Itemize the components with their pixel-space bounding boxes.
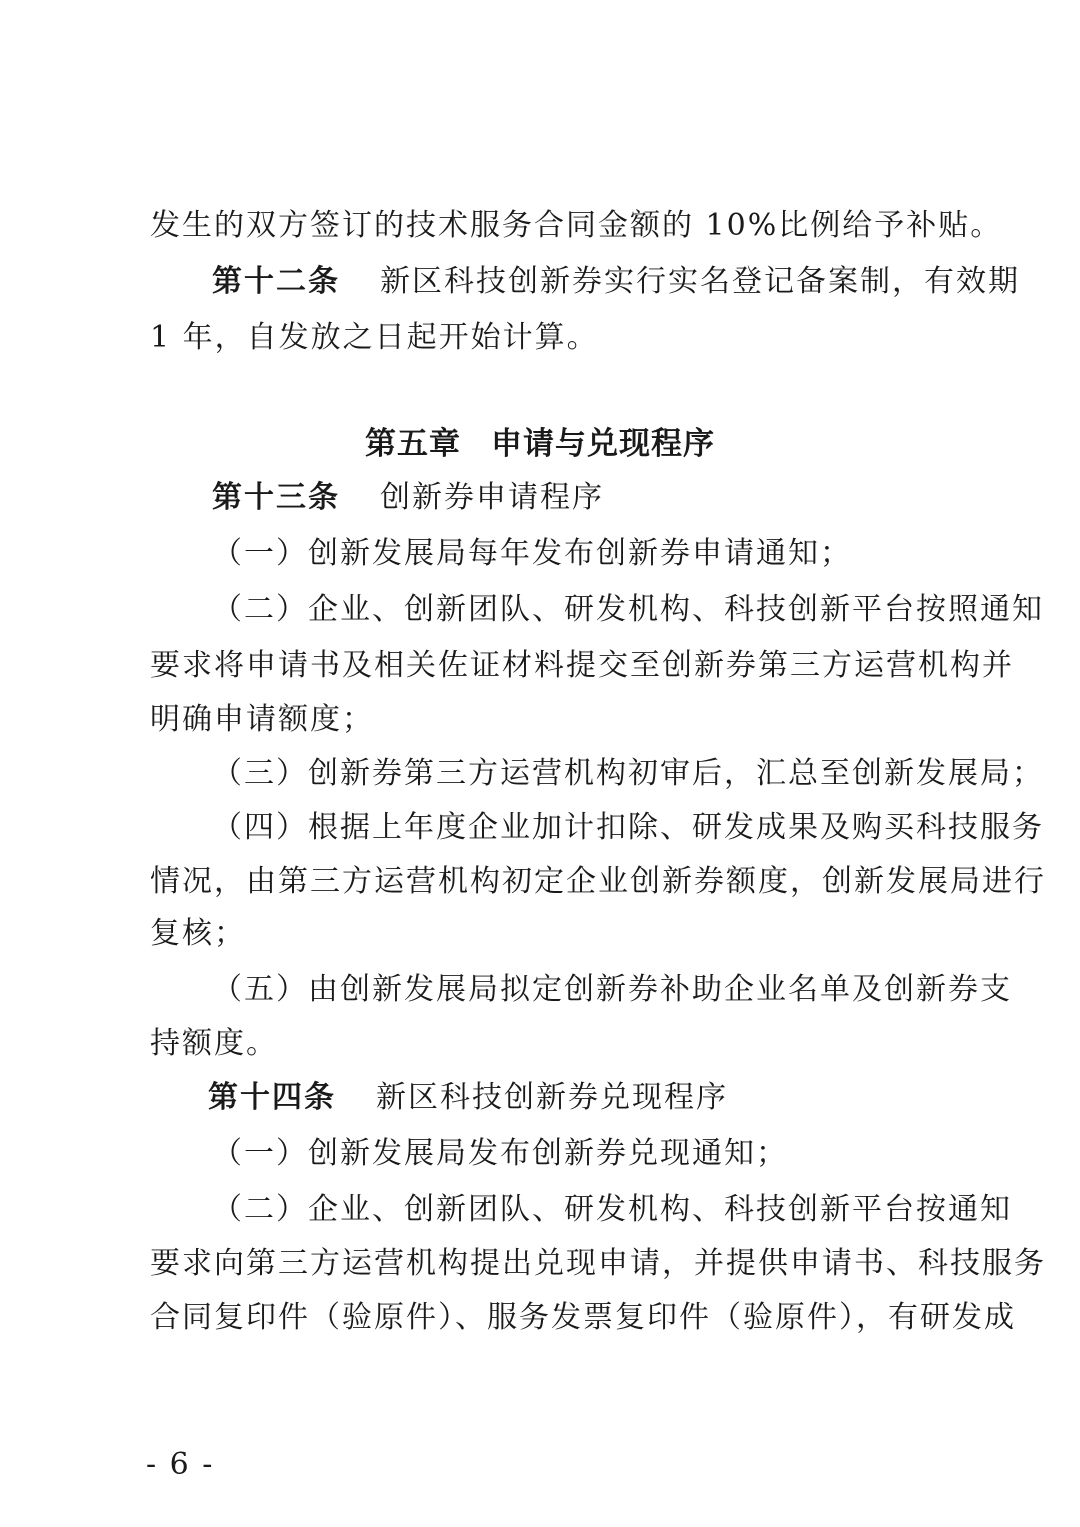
article-12-label: 第十二条 <box>212 264 340 299</box>
article-13-line <box>0 478 1080 518</box>
article-12-text: 新区科技创新券实行实名登记备案制，有效期 <box>380 264 1020 299</box>
text-line-14: 持额度。 <box>150 1026 278 1061</box>
text-line-19: 合同复印件（验原件）、服务发票复印件（验原件），有研发成 <box>150 1300 1016 1335</box>
article-12-line <box>0 262 1080 302</box>
text-line-9: （三）创新券第三方运营机构初审后，汇总至创新发展局； <box>212 756 1044 791</box>
article-14-text: 新区科技创新券兑现程序 <box>376 1080 728 1115</box>
page-number: - 6 - <box>146 1447 215 1482</box>
chapter-heading <box>0 424 1080 464</box>
article-13-label: 第十三条 <box>212 480 340 515</box>
text-line-11: 情况，由第三方运营机构初定企业创新券额度，创新发展局进行 <box>150 864 1046 899</box>
chapter-number: 第五章 <box>365 426 461 462</box>
text-line-17: （二）企业、创新团队、研发机构、科技创新平台按通知 <box>212 1192 1012 1227</box>
text-line-7: 要求将申请书及相关佐证材料提交至创新券第三方运营机构并 <box>150 648 1014 683</box>
text-line-16: （一）创新发展局发布创新券兑现通知； <box>212 1136 788 1171</box>
text-line-6: （二）企业、创新团队、研发机构、科技创新平台按照通知 <box>212 592 1044 627</box>
text-line-8: 明确申请额度； <box>150 702 374 737</box>
text-line-13: （五）由创新发展局拟定创新券补助企业名单及创新券支 <box>212 972 1012 1007</box>
text-line-3: 1 年，自发放之日起开始计算。 <box>150 320 599 355</box>
text-line-1: 发生的双方签订的技术服务合同金额的 10%比例给予补贴。 <box>150 208 1003 243</box>
text-line-10: （四）根据上年度企业加计扣除、研发成果及购买科技服务 <box>212 810 1044 845</box>
article-14-line <box>0 1078 1080 1118</box>
text-line-18: 要求向第三方运营机构提出兑现申请，并提供申请书、科技服务 <box>150 1246 1046 1281</box>
article-13-text: 创新券申请程序 <box>380 480 604 515</box>
text-line-12: 复核； <box>150 916 246 951</box>
text-line-5: （一）创新发展局每年发布创新券申请通知； <box>212 536 852 571</box>
article-14-label: 第十四条 <box>208 1080 336 1115</box>
chapter-title: 申请与兑现程序 <box>491 426 715 462</box>
